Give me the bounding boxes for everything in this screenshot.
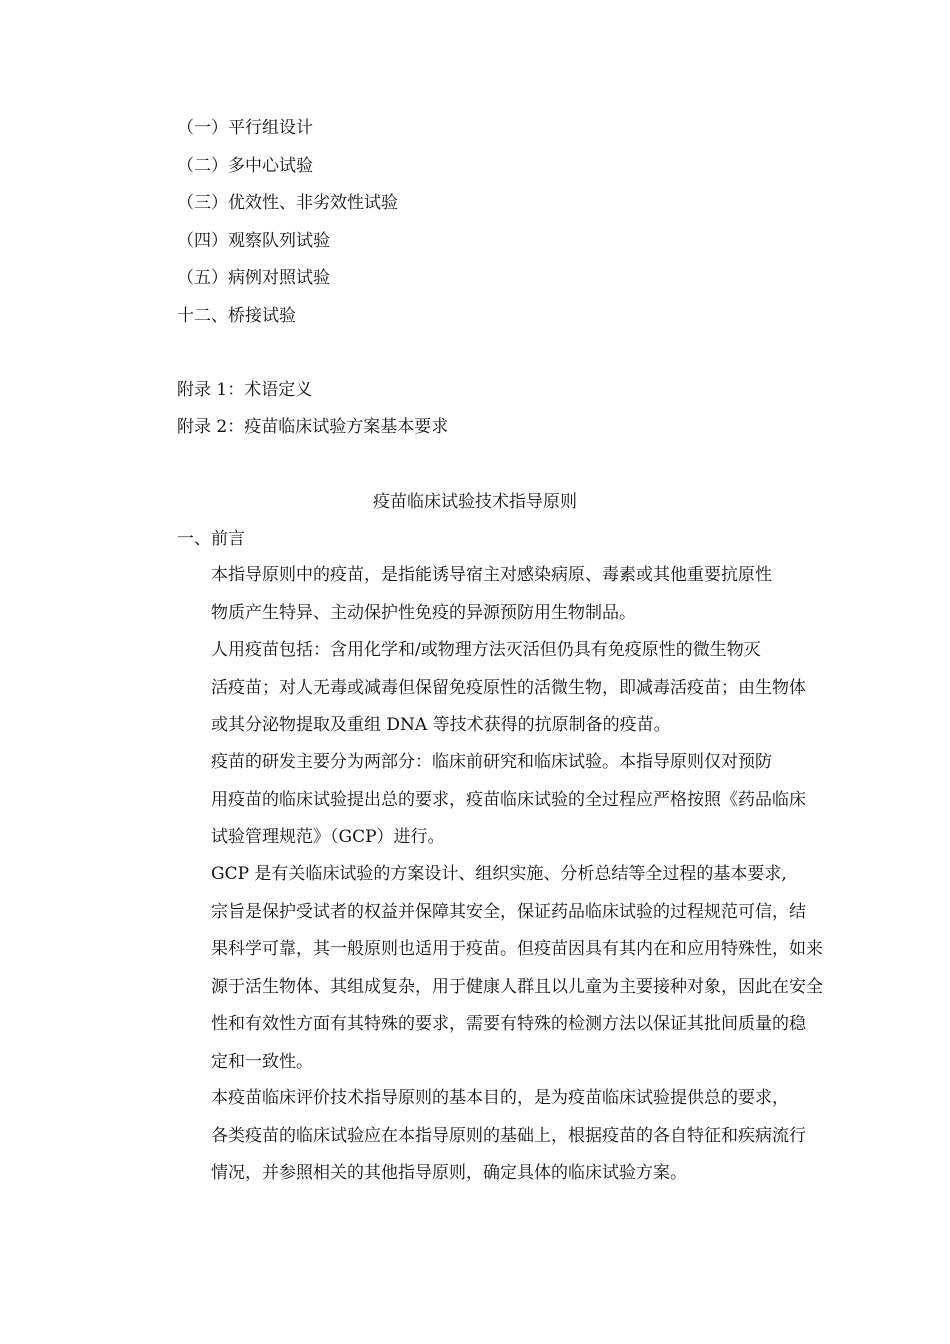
paragraph-line: 性和有效性方面有其特殊的要求，需要有特殊的检测方法以保证其批间质量的稳 [211, 1014, 806, 1034]
paragraph-line: 物质产生特异、主动保护性免疫的异源预防用生物制品。 [211, 602, 636, 623]
paragraph-line: 果科学可靠，其一般原则也适用于疫苗。但疫苗因具有其内在和应用特殊性，如来 [211, 939, 823, 959]
toc-item-parallel-group: （一）平行组设计 [177, 118, 313, 138]
paragraph-line: 源于活生物体、其组成复杂，用于健康人群且以儿童为主要接种对象，因此在安全 [211, 976, 823, 997]
toc-item-cohort: （四）观察队列试验 [177, 231, 330, 251]
appendix-1: 附录 1：术语定义 [177, 380, 313, 400]
paragraph-line: 各类疫苗的临床试验应在本指导原则的基础上，根据疫苗的各自特征和疾病流行 [211, 1125, 806, 1146]
paragraph-line: 宗旨是保护受试者的权益并保障其安全，保证药品临床试验的过程规范可信，结 [211, 901, 806, 922]
document-title: 疫苗临床试验技术指导原则 [373, 492, 577, 512]
paragraph-research-phases [177, 744, 813, 857]
paragraph-line: 本疫苗临床评价技术指导原则的基本目的，是为疫苗临床试验提供总的要求， [211, 1088, 789, 1108]
section-heading: 一、前言 [177, 529, 245, 549]
paragraph-line: GCP 是有关临床试验的方案设计、组织实施、分析总结等全过程的基本要求, [211, 864, 787, 884]
toc-item-case-control: （五）病例对照试验 [177, 268, 330, 288]
toc-item-bridging: 十二、桥接试验 [177, 306, 296, 326]
toc-item-multicenter: （二）多中心试验 [177, 156, 313, 176]
paragraph-line: 或其分泌物提取及重组 DNA 等技术获得的抗原制备的疫苗。 [211, 715, 671, 735]
toc-item-superiority: （三）优效性、非劣效性试验 [177, 193, 398, 213]
paragraph-definition [177, 557, 813, 632]
paragraph-vaccine-types [177, 632, 813, 745]
paragraph-line: 试验管理规范》（GCP）进行。 [211, 827, 445, 847]
paragraph-line: 定和一致性。 [211, 1051, 313, 1072]
paragraph-line: 人用疫苗包括：含用化学和/或物理方法灭活但仍具有免疫原性的微生物灭 [211, 640, 761, 660]
paragraph-line: 活疫苗；对人无毒或减毒但保留免疫原性的活微生物，即减毒活疫苗；由生物体 [211, 677, 806, 698]
paragraph-line: 用疫苗的临床试验提出总的要求，疫苗临床试验的全过程应严格按照《药品临床 [211, 789, 806, 810]
paragraph-purpose [177, 1080, 813, 1193]
paragraph-line: 本指导原则中的疫苗，是指能诱导宿主对感染病原、毒素或其他重要抗原性 [211, 565, 772, 585]
appendix-2: 附录 2：疫苗临床试验方案基本要求 [177, 417, 449, 437]
paragraph-gcp [177, 856, 823, 1081]
paragraph-line: 情况，并参照相关的其他指导原则，确定具体的临床试验方案。 [211, 1163, 687, 1183]
paragraph-line: 疫苗的研发主要分为两部分：临床前研究和临床试验。本指导原则仅对预防 [211, 752, 772, 772]
